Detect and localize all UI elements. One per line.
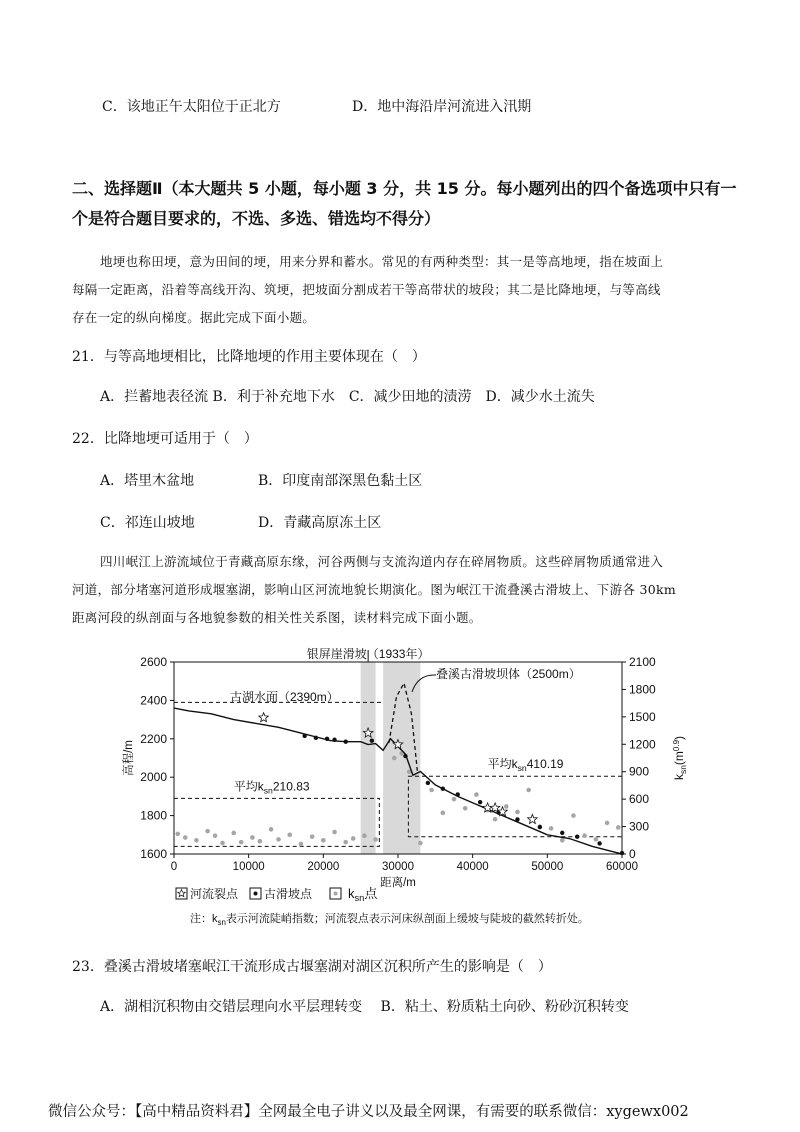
y-right-tick-label: 1800 <box>629 682 656 697</box>
ksn-point <box>504 804 509 809</box>
landslide-point <box>426 781 430 785</box>
ksn-point <box>429 788 434 793</box>
ksn-point <box>560 838 565 843</box>
river-profile-chart <box>0 640 800 940</box>
prev-option-c: C．该地正午太阳位于正北方 <box>102 99 281 115</box>
landslide-point <box>344 739 348 743</box>
ksn-point <box>463 806 468 811</box>
x-tick-label: 60000 <box>606 861 638 873</box>
y-left-tick-label: 2400 <box>140 693 167 708</box>
passage2-line2: 河道，部分堵塞河道形成堰塞湖，影响山区河流地貌长期演化。图为岷江干流叠溪古滑坡上、下游各 30km <box>72 582 677 597</box>
prev-option-d: D．地中海沿岸河流进入汛期 <box>352 99 532 115</box>
chart-note: 注：$k_{sn}$表示河流陡峭指数；河流裂点表示河床纵剖面上缓坡与陡坡的截然转折处。 <box>190 913 589 927</box>
footer-note: 微信公众号：【高中精品资料君】全网最全电子讲义以及最全网课，有需要的联系微信：xygewx002 <box>48 1104 689 1120</box>
y-left-tick-label: 2600 <box>140 655 167 669</box>
landslide-point <box>325 737 329 741</box>
q23-stem: 23．叠溪古滑坡堵塞岷江干流形成古堰塞湖对湖区沉积所产生的影响是（ ） <box>72 959 552 975</box>
y-right-tick-label: 600 <box>629 792 650 807</box>
landslide-zone-1 <box>361 662 376 854</box>
ksn-point <box>351 836 356 841</box>
x-tick-label: 50000 <box>531 861 564 873</box>
x-axis-label: 距离/m <box>380 877 416 889</box>
ksn-point <box>474 792 479 797</box>
y-right-axis-label: $k_{sn}(m^{0.9})$ <box>672 735 688 781</box>
ksn-point <box>321 838 326 843</box>
ksn-point <box>194 838 199 843</box>
ksn-point <box>594 837 599 842</box>
ksn-point <box>392 756 397 761</box>
legend-ksn-label: $k_{sn}$点 <box>348 886 378 903</box>
x-tick-label: 20000 <box>307 861 340 873</box>
y-right-tick-label: 0 <box>629 847 636 861</box>
ksn-point <box>250 835 255 840</box>
ksn-point <box>418 841 423 846</box>
ksn-point <box>231 831 236 836</box>
ksn-point <box>571 813 576 818</box>
x-tick-label: 0 <box>170 861 178 873</box>
x-tick-label: 40000 <box>456 861 489 873</box>
ksn-point <box>175 832 180 837</box>
avg-ksn-downstream-box <box>408 776 622 836</box>
section-title-cont: 个是符合题目要求的，不选、多选、错选均不得分） <box>72 209 441 228</box>
y-right-tick-label: 2100 <box>629 655 656 669</box>
landslide-point <box>515 817 519 821</box>
landslide-point <box>575 835 579 839</box>
legend-knickpoint-label: 河流裂点 <box>190 887 239 901</box>
passage2-line1: 四川岷江上游流域位于青藏高原东缘，河谷两侧与支流沟道内存在碎屑物质。这些碎屑物质通常进入 <box>100 554 664 569</box>
y-left-tick-label: 2000 <box>140 770 167 785</box>
q22-option-a: A．塔里木盆地 <box>100 473 195 489</box>
q22-stem: 22．比降地埂可适用于（ ） <box>72 431 258 447</box>
ksn-point <box>258 839 263 844</box>
passage2-line3: 距离河段的纵剖面与各地貌参数的相关性关系图，读材料完成下面小题。 <box>72 610 482 625</box>
legend-landslide-icon <box>254 892 258 896</box>
knickpoint-star <box>259 713 269 722</box>
ksn-point <box>310 834 315 839</box>
ksn-point <box>239 840 244 845</box>
landslide-point <box>538 825 542 829</box>
diexi-dam-label: 叠溪古滑坡坝体（2500m） <box>436 667 581 681</box>
landslide-point <box>370 739 374 743</box>
ksn-point <box>269 827 274 832</box>
ksn-point <box>332 830 337 835</box>
y-right-tick-label: 900 <box>629 764 650 779</box>
legend-landslide-label: 古滑坡点 <box>264 887 313 901</box>
x-tick-label: 10000 <box>232 861 265 873</box>
q22-option-c: C．祁连山坡地 <box>100 515 195 531</box>
x-tick-label: 30000 <box>382 861 414 873</box>
y-left-tick-label: 1800 <box>140 808 167 823</box>
passage1-line1: 地埂也称田埂，意为田间的埂，用来分界和蓄水。常见的有两种类型：其一是等高地埂，指在坡面上 <box>100 254 664 269</box>
section-title: 二、选择题Ⅱ（本大题共 5 小题，每小题 3 分，共 15 分。每小题列出的四个备选项中只有一 <box>72 179 737 198</box>
ksn-point <box>452 797 457 802</box>
landslide-point <box>403 754 407 758</box>
ksn-point <box>441 811 446 816</box>
y-left-tick-label: 1600 <box>140 847 167 861</box>
y-right-tick-label: 1500 <box>629 709 656 724</box>
ksn-point <box>287 833 292 838</box>
landslide-point <box>456 792 460 796</box>
ksn-point <box>220 841 225 846</box>
landslide-point <box>332 738 336 742</box>
ksn-point <box>616 825 621 830</box>
ksn-point <box>582 833 587 838</box>
passage1-line2: 每隔一定距离，沿着等高线开沟、筑埂，把坡面分割成若干等高带状的坡段；其二是比降地埂，与等高线 <box>72 282 661 297</box>
y-right-tick-label: 1200 <box>629 737 656 752</box>
ksn-point <box>343 840 348 845</box>
legend-ksn-icon <box>334 892 338 896</box>
y-right-tick-label: 300 <box>629 819 650 834</box>
y-left-axis-label: 高程/m <box>123 740 135 776</box>
ksn-point <box>373 837 378 842</box>
ksn-point <box>299 842 304 847</box>
landslide-point <box>441 787 445 791</box>
landslide-point <box>314 736 318 740</box>
landslide-point <box>560 831 564 835</box>
q21-stem: 21．与等高地埂相比，比降地埂的作用主要体现在（ ） <box>72 349 426 365</box>
ksn-point <box>205 829 210 834</box>
avg-ksn-upstream-label: 平均$k_{sn}210.83$ <box>233 779 310 796</box>
ksn-point <box>605 821 610 826</box>
ksn-point <box>515 810 520 815</box>
paleolake-label: 古湖水面（2390m） <box>230 690 339 704</box>
ksn-point <box>276 837 281 842</box>
landslide-point <box>478 800 482 804</box>
ksn-point <box>362 833 367 838</box>
ksn-point <box>493 817 498 822</box>
landslide-zone-2 <box>383 662 420 854</box>
yinping-landslide-label: 银屏崖滑坡（1933年） <box>306 647 430 661</box>
q23-options: A．湖相沉积物由交错层理向水平层理转变 B．粘土、粉质粘土向砂、粉砂沉积转变 <box>100 999 629 1015</box>
y-left-tick-label: 2200 <box>140 731 167 746</box>
passage1-line3: 存在一定的纵向梯度。据此完成下面小题。 <box>72 310 316 325</box>
ksn-point <box>183 835 188 840</box>
q21-options: A．拦蓄地表径流 B．利于补充地下水 C．减少田地的渍涝 D．减少水土流失 <box>100 389 595 405</box>
q22-option-b: B．印度南部深黑色黏土区 <box>258 473 423 489</box>
ksn-point <box>549 826 554 831</box>
ksn-point <box>526 788 531 793</box>
avg-ksn-downstream-label: 平均$k_{sn}410.19$ <box>487 757 564 774</box>
ksn-point <box>213 833 218 838</box>
landslide-point <box>597 841 601 845</box>
knickpoint-star <box>528 814 538 823</box>
landslide-point <box>302 734 306 738</box>
q22-option-d: D．青藏高原冻土区 <box>258 515 382 531</box>
